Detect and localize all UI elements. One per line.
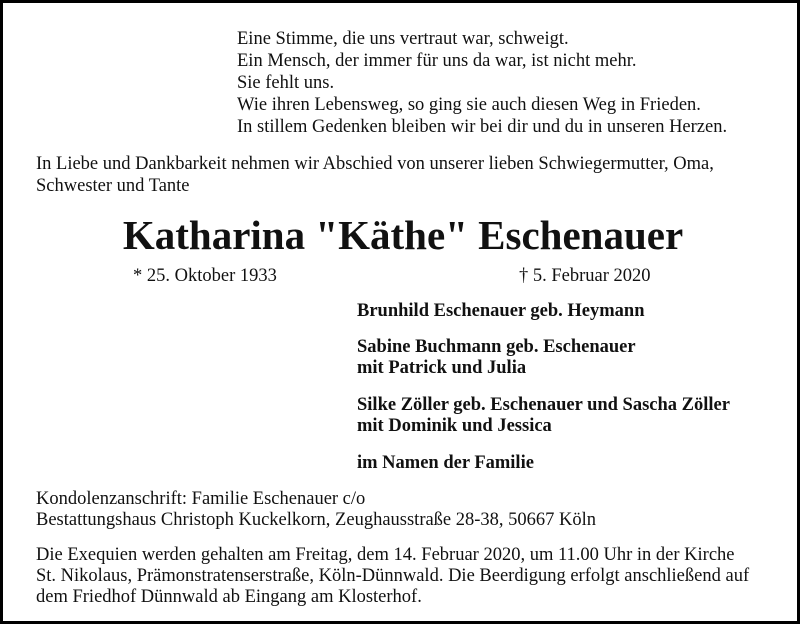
intro-line: Schwester und Tante	[36, 176, 190, 196]
mourner-line: Sabine Buchmann geb. Eschenauer	[357, 337, 636, 357]
condolence-line: Bestattungshaus Christoph Kuckelkorn, Zeughausstraße 28-38, 50667 Köln	[36, 510, 597, 530]
mourner-line: Silke Zöller geb. Eschenauer und Sascha Zöller	[357, 395, 730, 415]
service-line: St. Nikolaus, Prämonstratenserstraße, Köln-Dünnwald. Die Beerdigung erfolgt anschließend auf	[36, 566, 750, 586]
poem-line: Ein Mensch, der immer für uns da war, ist nicht mehr.	[237, 51, 637, 71]
family-signoff: im Namen der Familie	[357, 453, 534, 473]
poem-line: Sie fehlt uns.	[237, 73, 335, 93]
poem-line: In stillem Gedenken bleiben wir bei dir und du in unseren Herzen.	[237, 117, 728, 137]
condolence-line: Kondolenzanschrift: Familie Eschenauer c/o	[36, 489, 366, 509]
birth-date: * 25. Oktober 1933	[133, 266, 277, 286]
poem-line: Wie ihren Lebensweg, so ging sie auch diesen Weg in Frieden.	[237, 95, 701, 115]
mourner-line: mit Patrick und Julia	[357, 358, 527, 378]
mourner-line: mit Dominik und Jessica	[357, 416, 552, 436]
deceased-name: Katharina "Käthe" Eschenauer	[122, 212, 684, 258]
poem-line: Eine Stimme, die uns vertraut war, schweigt.	[237, 29, 569, 49]
mourner-line: Brunhild Eschenauer geb. Heymann	[357, 301, 645, 321]
intro-line: In Liebe und Dankbarkeit nehmen wir Abschied von unserer lieben Schwiegermutter, Oma,	[36, 154, 714, 174]
service-line: Die Exequien werden gehalten am Freitag, dem 14. Februar 2020, um 11.00 Uhr in der Kirche	[36, 545, 735, 565]
death-date: † 5. Februar 2020	[519, 266, 651, 286]
service-line: dem Friedhof Dünnwald ab Eingang am Klosterhof.	[36, 587, 422, 607]
